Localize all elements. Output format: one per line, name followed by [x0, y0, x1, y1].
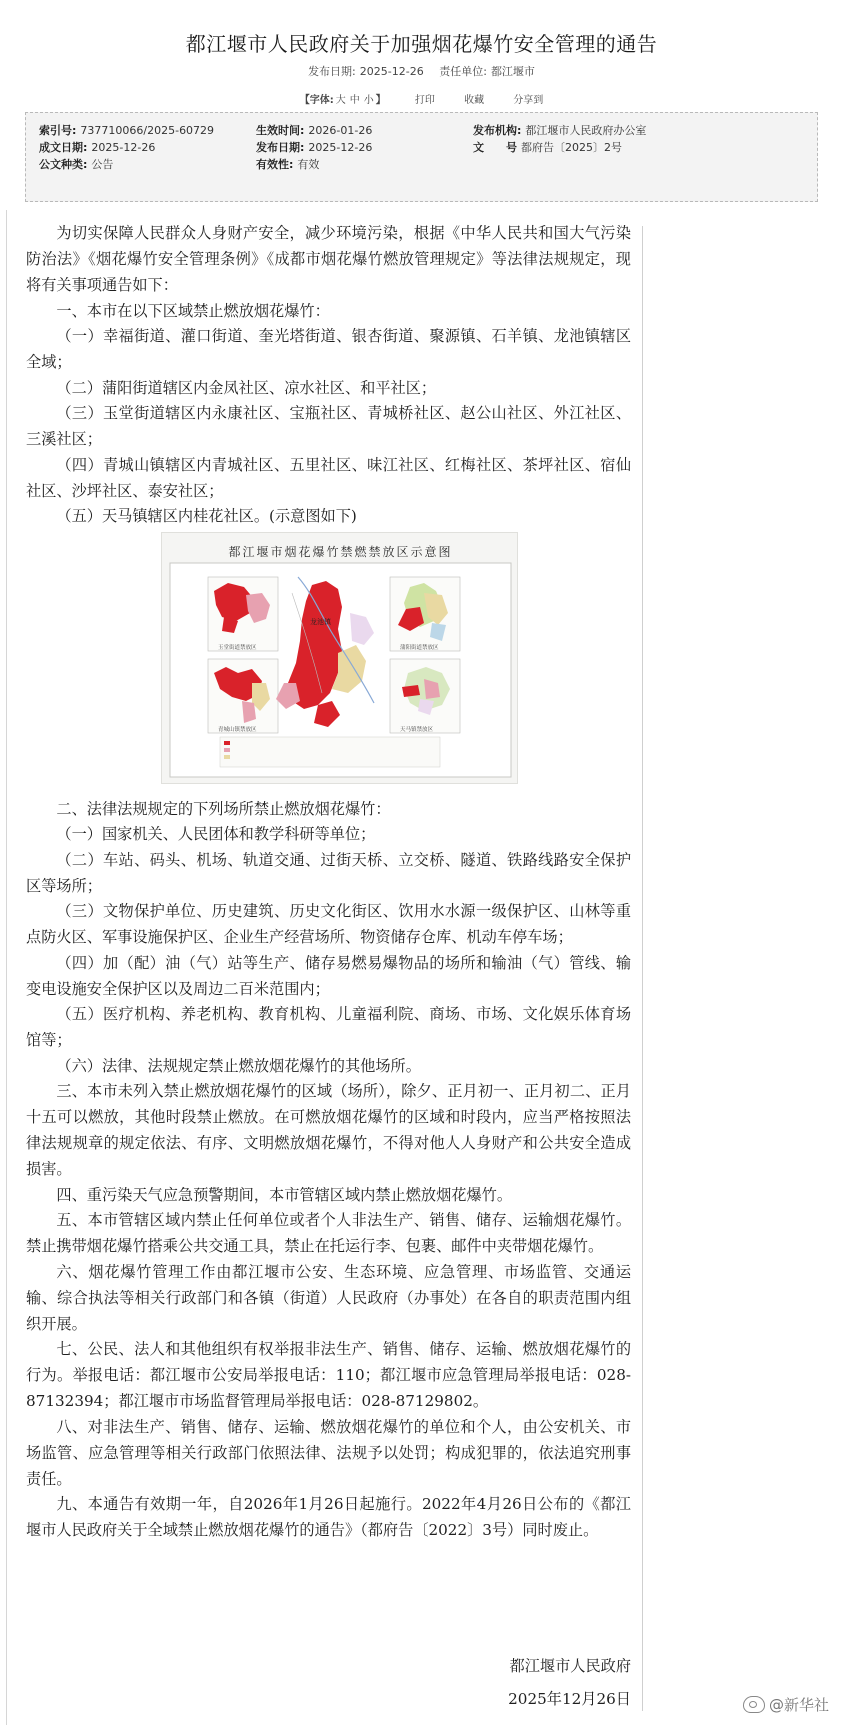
- info-effective-date: 生效时间: 2026-01-26: [256, 124, 373, 137]
- inset-label-puyang: 蒲阳街道禁放区: [400, 644, 439, 651]
- signature-org: 都江堰市人民政府: [509, 1657, 631, 1675]
- page-title: 都江堰市人民政府关于加强烟花爆竹安全管理的通告: [185, 32, 658, 56]
- section-6: 六、烟花爆竹管理工作由都江堰市公安、生态环境、应急管理、市场监管、交通运输、综合执法等相关行政部门和各镇（街道）人民政府（办事处）在各自的职责范围内组织开展。: [26, 1262, 631, 1333]
- legend-box: [220, 737, 440, 767]
- inset-label-qingchengshan: 青城山镇禁放区: [218, 726, 257, 733]
- section-7: 七、公民、法人和其他组织有权举报非法生产、销售、储存、运输、燃放烟花爆竹的行为。举报电话：都江堰市公安局举报电话：110；都江堰市应急管理局举报电话：028-87132394；都江堰市市场监督管理局举报电话：028-87129802。: [26, 1340, 631, 1410]
- share-button[interactable]: 分享到: [513, 95, 544, 106]
- article-body: [26, 220, 631, 1543]
- favorite-button[interactable]: 收藏: [464, 95, 485, 106]
- info-created-date: 成文日期: 2025-12-26: [39, 141, 156, 154]
- section-1-title: 一、本市在以下区域禁止燃放烟花爆竹：: [56, 301, 330, 320]
- section-2-item: （五）医疗机构、养老机构、教育机构、儿童福利院、商场、市场、文化娱乐体育场馆等；: [26, 1005, 631, 1049]
- source-watermark: @新华社: [743, 1694, 829, 1715]
- section-2-item: （一）国家机关、人民团体和教学科研等单位；: [56, 825, 376, 843]
- document-info-box: [25, 112, 818, 202]
- section-1-item: （四）青城山镇辖区内青城社区、五里社区、味江社区、红梅社区、茶坪社区、宿仙社区、沙坪社区、泰安社区；: [26, 455, 631, 500]
- publish-date: 发布日期: 2025-12-26: [308, 65, 424, 78]
- inset-label-yutang: 玉堂街道禁放区: [218, 644, 257, 651]
- weibo-icon: [743, 1696, 765, 1713]
- map-center-label: 龙池镇: [310, 617, 331, 626]
- section-2-item: （二）车站、码头、机场、轨道交通、过街天桥、立交桥、隧道、铁路线路安全保护区等场所；: [26, 850, 631, 895]
- map-graphic: [162, 533, 519, 785]
- signature-date: 2025年12月26日: [508, 1690, 631, 1708]
- section-9: 九、本通告有效期一年，自2026年1月26日起施行。2022年4月26日公布的《都江堰市人民政府关于全域禁止燃放烟花爆竹的通告》（都府告〔2022〕3号）同时废止。: [26, 1495, 631, 1539]
- info-issuer: 发布机构: 都江堰市人民政府办公室: [473, 124, 647, 137]
- section-4: 四、重污染天气应急预警期间，本市管辖区域内禁止燃放烟花爆竹。: [56, 1185, 513, 1204]
- section-3: 三、本市未列入禁止燃放烟花爆竹的区域（场所），除夕、正月初一、正月初二、正月十五可以燃放，其他时段禁止燃放。在可燃放烟花爆竹的区域和时段内，应当严格按照法律法规规章的规定依法、有序、文明燃放烟花爆竹，不得对他人人身财产和公共安全造成损害。: [26, 1082, 631, 1178]
- info-published-date: 发布日期: 2025-12-26: [256, 141, 373, 154]
- section-5: 五、本市管辖区域内禁止任何单位或者个人非法生产、销售、储存、运输烟花爆竹。禁止携带烟花爆竹搭乘公共交通工具，禁止在托运行李、包裹、邮件中夹带烟花爆竹。: [26, 1211, 631, 1255]
- font-medium-button[interactable]: 中: [349, 95, 360, 106]
- info-doc-no: 文 号 都府告〔2025〕2号: [473, 141, 622, 154]
- section-1-item: （五）天马镇辖区内桂花社区。(示意图如下): [56, 507, 357, 525]
- section-2-item: （三）文物保护单位、历史建筑、历史文化街区、饮用水水源一级保护区、山林等重点防火区、军事设施保护区、企业生产经营场所、物资储存仓库、机动车停车场；: [26, 902, 631, 946]
- content-right-border: [642, 226, 643, 1711]
- section-1-item: （三）玉堂街道辖区内永康社区、宝瓶社区、青城桥社区、赵公山社区、外江社区、三溪社区；: [26, 404, 631, 448]
- info-index-no: 索引号: 737710066/2025-60729: [39, 124, 215, 137]
- intro-paragraph: 为切实保障人民群众人身财产安全，减少环境污染，根据《中华人民共和国大气污染防治法》《烟花爆竹安全管理条例》《成都市烟花爆竹燃放管理规定》等法律法规规定，现将有关事项通告如下：: [26, 224, 631, 294]
- section-2-title: 二、法律法规规定的下列场所禁止燃放烟花爆竹：: [56, 799, 391, 818]
- info-doc-type: 公文种类: 公告: [39, 158, 114, 171]
- section-2-item: （四）加（配）油（气）站等生产、储存易燃易爆物品的场所和输油（气）管线、输变电设施安全保护区以及周边二百米范围内；: [26, 953, 631, 998]
- map-title: 都江堰市烟花爆竹禁燃禁放区示意图: [228, 544, 453, 559]
- print-button[interactable]: 打印: [414, 95, 435, 106]
- section-1-item: （一）幸福街道、灌口街道、奎光塔街道、银杏街道、聚源镇、石羊镇、龙池镇辖区全域；: [26, 327, 631, 371]
- zone-shape: [402, 685, 420, 697]
- no-fireworks-zone-map: [161, 532, 518, 784]
- section-1-item: （二）蒲阳街道辖区内金凤社区、凉水社区、和平社区；: [56, 378, 437, 397]
- section-8: 八、对非法生产、销售、储存、运输、燃放烟花爆竹的单位和个人，由公安机关、市场监管、应急管理等相关行政部门依照法律、法规予以处罚；构成犯罪的，依法追究刑事责任。: [26, 1417, 631, 1488]
- info-validity: 有效性: 有效: [256, 158, 320, 171]
- font-small-button[interactable]: 小: [363, 95, 374, 106]
- legend-swatch: [224, 741, 230, 745]
- font-size-switcher: 【字体: 大 中 小 】: [299, 95, 386, 106]
- page-left-border: [6, 210, 7, 1725]
- legend-swatch: [224, 748, 230, 752]
- font-large-button[interactable]: 大: [335, 95, 346, 106]
- inset-label-tianma: 天马镇禁放区: [400, 726, 434, 733]
- responsible-unit: 责任单位: 都江堰市: [439, 65, 535, 78]
- article-toolbar: [0, 91, 843, 106]
- section-2-item: （六）法律、法规规定禁止燃放烟花爆竹的其他场所。: [56, 1056, 421, 1075]
- publish-meta: [0, 63, 843, 79]
- legend-swatch: [224, 755, 230, 759]
